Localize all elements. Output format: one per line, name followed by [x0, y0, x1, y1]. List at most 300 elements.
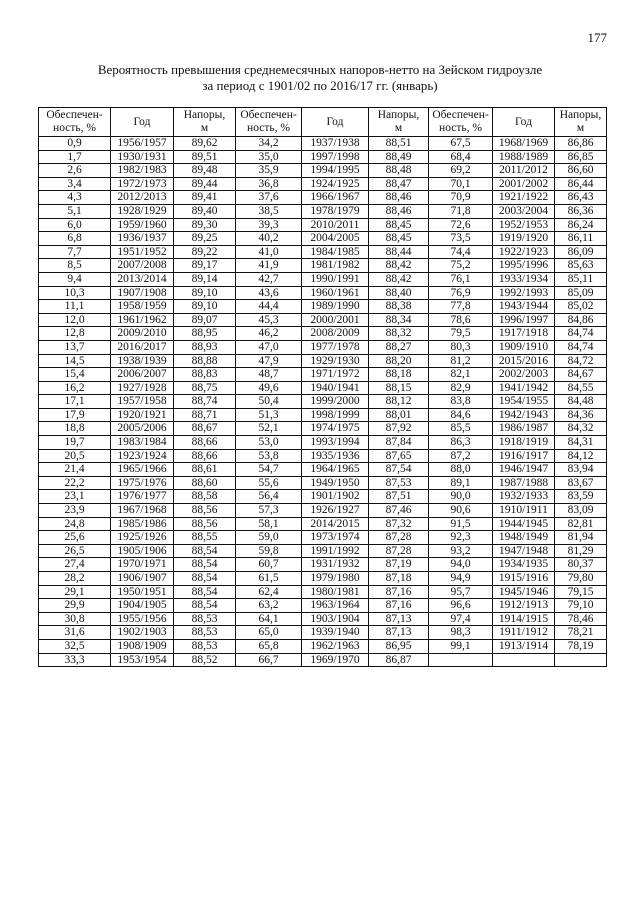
probability-cell: 12,8 — [39, 327, 111, 341]
year-cell: 1952/1953 — [493, 218, 555, 232]
table-row — [39, 368, 607, 382]
year-cell: 1961/1962 — [111, 313, 174, 327]
year-cell: 1959/1960 — [111, 218, 174, 232]
head-cell: 88,42 — [369, 259, 429, 273]
head-cell: 87,92 — [369, 422, 429, 436]
head-cell: 78,46 — [555, 612, 607, 626]
header-head: Напоры, м — [369, 108, 429, 137]
year-cell: 1981/1982 — [302, 259, 369, 273]
head-cell: 84,48 — [555, 395, 607, 409]
head-cell: 88,67 — [174, 422, 236, 436]
probability-cell: 34,2 — [236, 137, 302, 151]
head-cell: 88,88 — [174, 354, 236, 368]
head-cell: 88,55 — [174, 531, 236, 545]
head-cell: 88,54 — [174, 585, 236, 599]
probability-cell: 94,9 — [429, 572, 493, 586]
probability-cell: 76,1 — [429, 272, 493, 286]
year-cell: 1977/1978 — [302, 340, 369, 354]
probability-cell — [429, 653, 493, 667]
head-cell: 89,40 — [174, 204, 236, 218]
head-cell: 88,60 — [174, 476, 236, 490]
year-cell: 1912/1913 — [493, 599, 555, 613]
probability-cell: 92,3 — [429, 531, 493, 545]
head-cell: 87,18 — [369, 572, 429, 586]
head-cell: 83,94 — [555, 463, 607, 477]
probability-cell: 67,5 — [429, 137, 493, 151]
table-row — [39, 232, 607, 246]
year-cell: 1940/1941 — [302, 381, 369, 395]
head-cell: 88,53 — [174, 626, 236, 640]
table-row — [39, 286, 607, 300]
probability-cell: 51,3 — [236, 408, 302, 422]
probability-cell: 90,0 — [429, 490, 493, 504]
probability-cell: 84,6 — [429, 408, 493, 422]
year-cell: 1905/1906 — [111, 544, 174, 558]
head-cell: 88,12 — [369, 395, 429, 409]
head-cell: 88,93 — [174, 340, 236, 354]
probability-cell: 64,1 — [236, 612, 302, 626]
head-cell: 79,15 — [555, 585, 607, 599]
head-cell: 82,81 — [555, 517, 607, 531]
header-year: Год — [302, 108, 369, 137]
probability-cell: 62,4 — [236, 585, 302, 599]
year-cell: 1971/1972 — [302, 368, 369, 382]
year-cell: 1970/1971 — [111, 558, 174, 572]
probability-cell: 20,5 — [39, 449, 111, 463]
year-cell: 1953/1954 — [111, 653, 174, 667]
head-cell: 84,12 — [555, 449, 607, 463]
table-row — [39, 395, 607, 409]
probability-cell: 6,8 — [39, 232, 111, 246]
head-cell: 84,74 — [555, 327, 607, 341]
head-cell: 88,54 — [174, 599, 236, 613]
probability-cell: 55,6 — [236, 476, 302, 490]
year-cell: 1989/1990 — [302, 300, 369, 314]
year-cell: 1949/1950 — [302, 476, 369, 490]
probability-cell: 29,1 — [39, 585, 111, 599]
head-cell: 87,13 — [369, 626, 429, 640]
probability-cell: 95,7 — [429, 585, 493, 599]
head-cell: 89,30 — [174, 218, 236, 232]
title-line-2: за период с 1901/02 по 2016/17 гг. (январь) — [202, 78, 438, 93]
head-cell: 83,59 — [555, 490, 607, 504]
head-cell: 85,63 — [555, 259, 607, 273]
head-cell: 88,42 — [369, 272, 429, 286]
year-cell: 1992/1993 — [493, 286, 555, 300]
year-cell: 1921/1922 — [493, 191, 555, 205]
probability-cell: 39,3 — [236, 218, 302, 232]
head-cell: 88,20 — [369, 354, 429, 368]
probability-cell: 42,7 — [236, 272, 302, 286]
header-probability: Обеспечен- ность, % — [429, 108, 493, 137]
year-cell: 1976/1977 — [111, 490, 174, 504]
probability-cell: 28,2 — [39, 572, 111, 586]
head-cell: 86,09 — [555, 245, 607, 259]
document-title — [0, 62, 640, 94]
year-cell: 2000/2001 — [302, 313, 369, 327]
probability-cell: 57,3 — [236, 504, 302, 518]
year-cell: 1916/1917 — [493, 449, 555, 463]
head-cell: 84,32 — [555, 422, 607, 436]
head-cell: 88,74 — [174, 395, 236, 409]
year-cell: 1902/1903 — [111, 626, 174, 640]
year-cell: 1968/1969 — [493, 137, 555, 151]
head-cell: 84,74 — [555, 340, 607, 354]
head-cell: 89,10 — [174, 300, 236, 314]
probability-cell: 10,3 — [39, 286, 111, 300]
head-cell: 87,16 — [369, 599, 429, 613]
table-row — [39, 354, 607, 368]
probability-cell: 83,8 — [429, 395, 493, 409]
probability-cell: 58,1 — [236, 517, 302, 531]
probability-cell: 49,6 — [236, 381, 302, 395]
probability-cell: 99,1 — [429, 639, 493, 653]
head-cell: 87,51 — [369, 490, 429, 504]
head-cell: 88,56 — [174, 504, 236, 518]
head-cell: 84,31 — [555, 436, 607, 450]
year-cell: 1942/1943 — [493, 408, 555, 422]
year-cell: 2008/2009 — [302, 327, 369, 341]
table-row — [39, 191, 607, 205]
head-cell: 88,01 — [369, 408, 429, 422]
year-cell: 1972/1973 — [111, 177, 174, 191]
year-cell: 1928/1929 — [111, 204, 174, 218]
year-cell: 1926/1927 — [302, 504, 369, 518]
header-head: Напоры, м — [174, 108, 236, 137]
table-row — [39, 449, 607, 463]
head-cell: 88,38 — [369, 300, 429, 314]
year-cell: 1927/1928 — [111, 381, 174, 395]
table-row — [39, 490, 607, 504]
probability-cell: 5,1 — [39, 204, 111, 218]
head-cell: 89,51 — [174, 150, 236, 164]
year-cell: 1987/1988 — [493, 476, 555, 490]
probability-cell: 25,6 — [39, 531, 111, 545]
year-cell: 2012/2013 — [111, 191, 174, 205]
year-cell: 1944/1945 — [493, 517, 555, 531]
year-cell: 1984/1985 — [302, 245, 369, 259]
probability-cell: 56,4 — [236, 490, 302, 504]
year-cell: 2002/2003 — [493, 368, 555, 382]
probability-cell: 88,0 — [429, 463, 493, 477]
probability-cell: 93,2 — [429, 544, 493, 558]
year-cell: 1945/1946 — [493, 585, 555, 599]
probability-cell: 26,5 — [39, 544, 111, 558]
table-row — [39, 272, 607, 286]
table-row — [39, 313, 607, 327]
head-cell: 83,67 — [555, 476, 607, 490]
probability-cell: 35,0 — [236, 150, 302, 164]
head-cell: 88,53 — [174, 639, 236, 653]
year-cell: 2004/2005 — [302, 232, 369, 246]
head-cell: 81,94 — [555, 531, 607, 545]
year-cell: 2006/2007 — [111, 368, 174, 382]
table-body — [39, 137, 607, 667]
probability-cell: 47,0 — [236, 340, 302, 354]
year-cell: 1982/1983 — [111, 164, 174, 178]
table-row — [39, 504, 607, 518]
year-cell: 2013/2014 — [111, 272, 174, 286]
head-cell: 84,55 — [555, 381, 607, 395]
probability-cell: 53,0 — [236, 436, 302, 450]
year-cell: 1973/1974 — [302, 531, 369, 545]
year-cell: 1999/2000 — [302, 395, 369, 409]
year-cell: 1913/1914 — [493, 639, 555, 653]
head-cell: 88,40 — [369, 286, 429, 300]
year-cell: 1915/1916 — [493, 572, 555, 586]
year-cell: 1930/1931 — [111, 150, 174, 164]
year-cell: 1933/1934 — [493, 272, 555, 286]
head-cell: 88,61 — [174, 463, 236, 477]
probability-cell: 72,6 — [429, 218, 493, 232]
probability-cell: 19,7 — [39, 436, 111, 450]
year-cell: 1995/1996 — [493, 259, 555, 273]
probability-cell: 24,8 — [39, 517, 111, 531]
probability-cell: 94,0 — [429, 558, 493, 572]
probability-cell: 75,2 — [429, 259, 493, 273]
head-cell: 89,22 — [174, 245, 236, 259]
head-cell: 88,83 — [174, 368, 236, 382]
probability-cell: 14,5 — [39, 354, 111, 368]
year-cell: 1966/1967 — [302, 191, 369, 205]
year-cell: 1969/1970 — [302, 653, 369, 667]
head-cell: 88,58 — [174, 490, 236, 504]
probability-cell: 91,5 — [429, 517, 493, 531]
table-row — [39, 177, 607, 191]
year-cell: 1996/1997 — [493, 313, 555, 327]
probability-cell: 79,5 — [429, 327, 493, 341]
year-cell: 1983/1984 — [111, 436, 174, 450]
probability-cell: 37,6 — [236, 191, 302, 205]
probability-cell: 23,9 — [39, 504, 111, 518]
year-cell: 1994/1995 — [302, 164, 369, 178]
probability-cell: 54,7 — [236, 463, 302, 477]
head-cell: 88,46 — [369, 191, 429, 205]
probability-cell: 77,8 — [429, 300, 493, 314]
year-cell: 1958/1959 — [111, 300, 174, 314]
year-cell: 1985/1986 — [111, 517, 174, 531]
year-cell: 1960/1961 — [302, 286, 369, 300]
head-cell: 83,09 — [555, 504, 607, 518]
head-cell: 89,48 — [174, 164, 236, 178]
head-cell: 87,65 — [369, 449, 429, 463]
head-cell: 88,54 — [174, 572, 236, 586]
probability-table — [38, 107, 607, 667]
year-cell: 2003/2004 — [493, 204, 555, 218]
year-cell: 1993/1994 — [302, 436, 369, 450]
head-cell: 88,32 — [369, 327, 429, 341]
table-row — [39, 436, 607, 450]
title-line-1: Вероятность превышения среднемесячных напоров-нетто на Зейском гидроузле — [97, 62, 543, 77]
table-row — [39, 572, 607, 586]
probability-cell: 23,1 — [39, 490, 111, 504]
probability-cell: 66,7 — [236, 653, 302, 667]
head-cell: 88,48 — [369, 164, 429, 178]
probability-cell: 35,9 — [236, 164, 302, 178]
head-cell: 87,84 — [369, 436, 429, 450]
probability-cell: 31,6 — [39, 626, 111, 640]
table-row — [39, 245, 607, 259]
probability-cell: 46,2 — [236, 327, 302, 341]
probability-cell: 70,1 — [429, 177, 493, 191]
year-cell: 1965/1966 — [111, 463, 174, 477]
probability-cell: 0,9 — [39, 137, 111, 151]
head-cell: 89,25 — [174, 232, 236, 246]
head-cell: 88,47 — [369, 177, 429, 191]
probability-cell: 30,8 — [39, 612, 111, 626]
year-cell: 1954/1955 — [493, 395, 555, 409]
probability-cell: 65,0 — [236, 626, 302, 640]
head-cell: 88,54 — [174, 558, 236, 572]
year-cell: 1908/1909 — [111, 639, 174, 653]
probability-cell: 22,2 — [39, 476, 111, 490]
probability-cell: 17,9 — [39, 408, 111, 422]
probability-cell: 97,4 — [429, 612, 493, 626]
year-cell: 1974/1975 — [302, 422, 369, 436]
page-number: 177 — [587, 30, 607, 45]
head-cell: 89,62 — [174, 137, 236, 151]
head-cell — [555, 653, 607, 667]
head-cell: 88,54 — [174, 544, 236, 558]
head-cell: 88,45 — [369, 232, 429, 246]
table-row — [39, 381, 607, 395]
year-cell: 1907/1908 — [111, 286, 174, 300]
table-row — [39, 137, 607, 151]
probability-cell: 12,0 — [39, 313, 111, 327]
year-cell: 1988/1989 — [493, 150, 555, 164]
head-cell: 88,75 — [174, 381, 236, 395]
table-header-row — [39, 108, 607, 137]
table-row — [39, 558, 607, 572]
head-cell: 78,21 — [555, 626, 607, 640]
probability-cell: 45,3 — [236, 313, 302, 327]
head-cell: 84,36 — [555, 408, 607, 422]
year-cell: 1906/1907 — [111, 572, 174, 586]
probability-cell: 63,2 — [236, 599, 302, 613]
year-cell: 1998/1999 — [302, 408, 369, 422]
probability-cell: 15,4 — [39, 368, 111, 382]
head-cell: 86,87 — [369, 653, 429, 667]
year-cell: 1948/1949 — [493, 531, 555, 545]
table-row — [39, 585, 607, 599]
probability-cell: 36,8 — [236, 177, 302, 191]
year-cell: 2010/2011 — [302, 218, 369, 232]
probability-cell: 82,9 — [429, 381, 493, 395]
year-cell: 2011/2012 — [493, 164, 555, 178]
header-year: Год — [111, 108, 174, 137]
probability-cell: 86,3 — [429, 436, 493, 450]
year-cell — [493, 653, 555, 667]
probability-cell: 32,5 — [39, 639, 111, 653]
year-cell: 1920/1921 — [111, 408, 174, 422]
header-head: Напоры, м — [555, 108, 607, 137]
probability-cell: 98,3 — [429, 626, 493, 640]
year-cell: 1980/1981 — [302, 585, 369, 599]
head-cell: 86,86 — [555, 137, 607, 151]
table-row — [39, 259, 607, 273]
head-cell: 87,19 — [369, 558, 429, 572]
year-cell: 1941/1942 — [493, 381, 555, 395]
probability-cell: 80,3 — [429, 340, 493, 354]
head-cell: 86,43 — [555, 191, 607, 205]
head-cell: 84,67 — [555, 368, 607, 382]
head-cell: 86,95 — [369, 639, 429, 653]
probability-cell: 38,5 — [236, 204, 302, 218]
head-cell: 89,10 — [174, 286, 236, 300]
probability-cell: 8,5 — [39, 259, 111, 273]
head-cell: 86,24 — [555, 218, 607, 232]
head-cell: 88,34 — [369, 313, 429, 327]
year-cell: 2014/2015 — [302, 517, 369, 531]
table-row — [39, 517, 607, 531]
year-cell: 1991/1992 — [302, 544, 369, 558]
year-cell: 1963/1964 — [302, 599, 369, 613]
probability-cell: 87,2 — [429, 449, 493, 463]
year-cell: 1936/1937 — [111, 232, 174, 246]
probability-cell: 61,5 — [236, 572, 302, 586]
probability-cell: 7,7 — [39, 245, 111, 259]
probability-cell: 17,1 — [39, 395, 111, 409]
year-cell: 1914/1915 — [493, 612, 555, 626]
year-cell: 1918/1919 — [493, 436, 555, 450]
year-cell: 1901/1902 — [302, 490, 369, 504]
header-probability: Обеспечен- ность, % — [39, 108, 111, 137]
probability-cell: 78,6 — [429, 313, 493, 327]
table-row — [39, 626, 607, 640]
year-cell: 1967/1968 — [111, 504, 174, 518]
year-cell: 1922/1923 — [493, 245, 555, 259]
table-row — [39, 327, 607, 341]
year-cell: 1956/1957 — [111, 137, 174, 151]
probability-cell: 13,7 — [39, 340, 111, 354]
head-cell: 86,85 — [555, 150, 607, 164]
probability-cell: 65,8 — [236, 639, 302, 653]
head-cell: 89,07 — [174, 313, 236, 327]
header-year: Год — [493, 108, 555, 137]
head-cell: 84,86 — [555, 313, 607, 327]
head-cell: 85,11 — [555, 272, 607, 286]
year-cell: 1943/1944 — [493, 300, 555, 314]
probability-cell: 1,7 — [39, 150, 111, 164]
table-row — [39, 599, 607, 613]
year-cell: 1957/1958 — [111, 395, 174, 409]
head-cell: 87,16 — [369, 585, 429, 599]
head-cell: 87,28 — [369, 531, 429, 545]
probability-cell: 41,0 — [236, 245, 302, 259]
probability-cell: 85,5 — [429, 422, 493, 436]
year-cell: 1938/1939 — [111, 354, 174, 368]
probability-cell: 71,8 — [429, 204, 493, 218]
probability-cell: 74,4 — [429, 245, 493, 259]
head-cell: 79,10 — [555, 599, 607, 613]
table-row — [39, 150, 607, 164]
probability-cell: 69,2 — [429, 164, 493, 178]
year-cell: 1951/1952 — [111, 245, 174, 259]
head-cell: 88,95 — [174, 327, 236, 341]
probability-cell: 70,9 — [429, 191, 493, 205]
probability-cell: 59,0 — [236, 531, 302, 545]
probability-cell: 73,5 — [429, 232, 493, 246]
year-cell: 2015/2016 — [493, 354, 555, 368]
head-cell: 88,44 — [369, 245, 429, 259]
probability-cell: 76,9 — [429, 286, 493, 300]
head-cell: 86,60 — [555, 164, 607, 178]
probability-cell: 68,4 — [429, 150, 493, 164]
year-cell: 2009/2010 — [111, 327, 174, 341]
probability-cell: 9,4 — [39, 272, 111, 286]
year-cell: 1946/1947 — [493, 463, 555, 477]
year-cell: 2005/2006 — [111, 422, 174, 436]
